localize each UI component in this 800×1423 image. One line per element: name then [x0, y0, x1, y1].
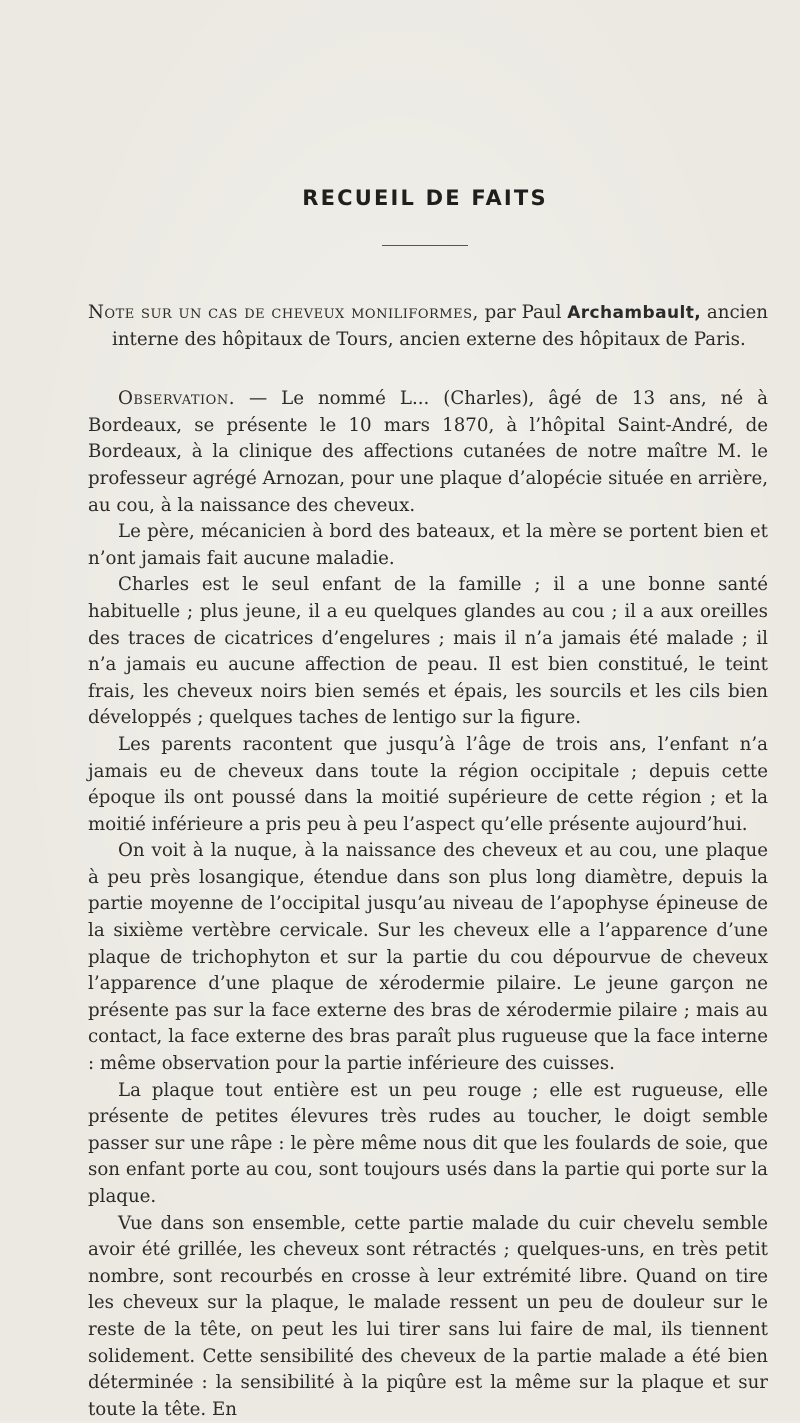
note-heading	[88, 300, 768, 353]
observation-paragraph	[88, 386, 768, 519]
paragraph: La plaque tout entière est un peu rouge ; elle est rugueuse, elle présente de petites élevures très rudes au toucher, le doigt semble passer sur une râpe : le père même nous dit que les foulards de soie, que son enfant porte au cou, sont toujours usés dans la partie qui porte sur la plaque.	[88, 1079, 768, 1207]
paragraph: Charles est le seul enfant de la famille ; il a une bonne santé habituelle ; plus jeune, il a eu quelques glandes au cou ; il a aux oreilles des traces de cicatrices d’engelures ; mais il n’a jamais été malade ; il n’a jamais eu aucune affection de peau. Il est bien constitué, le teint frais, les cheveux noirs bien semés et épais, les sourcils et les cils bien développés ; quelques taches de lentigo sur la figure.	[88, 574, 768, 729]
section-title: RECUEIL DE FAITS	[302, 186, 548, 210]
paragraph: Vue dans son ensemble, cette partie malade du cuir chevelu semble avoir été grillée, les cheveux sont rétractés ; quelques-uns, en très petit nombre, sont recourbés en crosse à leur extrémité libre. Quand on tire les cheveux sur la plaque, le malade ressent un peu de douleur sur le reste de la tête, on peut les lui tirer sans lui faire de mal, ils tiennent solidement. Cette sensibilité des cheveux de la partie malade a été bien déterminée : la sensibilité à la piqûre est la même sur la plaque et sur toute la tête. En	[88, 1212, 768, 1420]
title-rule	[382, 245, 468, 246]
author-name: Archambault,	[567, 303, 702, 323]
observation-text: — Le nommé L... (Charles), âgé de 13 ans, né à Bordeaux, se présente le 10 mars 1870, à l’hôpital Saint-André, de Bordeaux, à la clinique des affections cutanées de notre maître M. le professeur agrégé Arnozan, pour une plaque d’alopécie située en arrière, au cou, à la naissance des cheveux.	[88, 388, 768, 516]
paragraph: Les parents racontent que jusqu’à l’âge de trois ans, l’enfant n’a jamais eu de cheveux dans toute la région occipitale ; depuis cette époque ils ont poussé dans la moitié supérieure de cette région ; et la moitié inférieure a pris peu à peu l’aspect qu’elle présente aujourd’hui.	[88, 733, 768, 835]
note-label: Note sur un cas de cheveux moniliformes,	[88, 302, 479, 323]
body-text	[88, 300, 768, 1423]
paragraph: On voit à la nuque, à la naissance des cheveux et au cou, une plaque à peu près losangique, étendue dans son plus long diamètre, depuis la partie moyenne de l’occipital jusqu’au niveau de l’apophyse épineuse de la sixième vertèbre cervicale. Sur les cheveux elle a l’apparence d’une plaque de trichophyton et sur la partie du cou dépourvue de cheveux l’apparence d’une plaque de xérodermie pilaire. Le jeune garçon ne présente pas sur la face externe des bras de xérodermie pilaire ; mais au contact, la face externe des bras paraît plus rugueuse que la face interne : même observation pour la partie inférieure des cuisses.	[88, 840, 768, 1075]
author-credentials: ancien interne des hôpitaux de Tours, ancien externe des hôpitaux de Paris.	[112, 302, 768, 350]
note-by: par Paul	[484, 302, 562, 323]
observation-label: Observation.	[118, 388, 235, 410]
paragraph: Le père, mécanicien à bord des bateaux, et la mère se portent bien et n’ont jamais fait aucune maladie.	[88, 521, 768, 569]
